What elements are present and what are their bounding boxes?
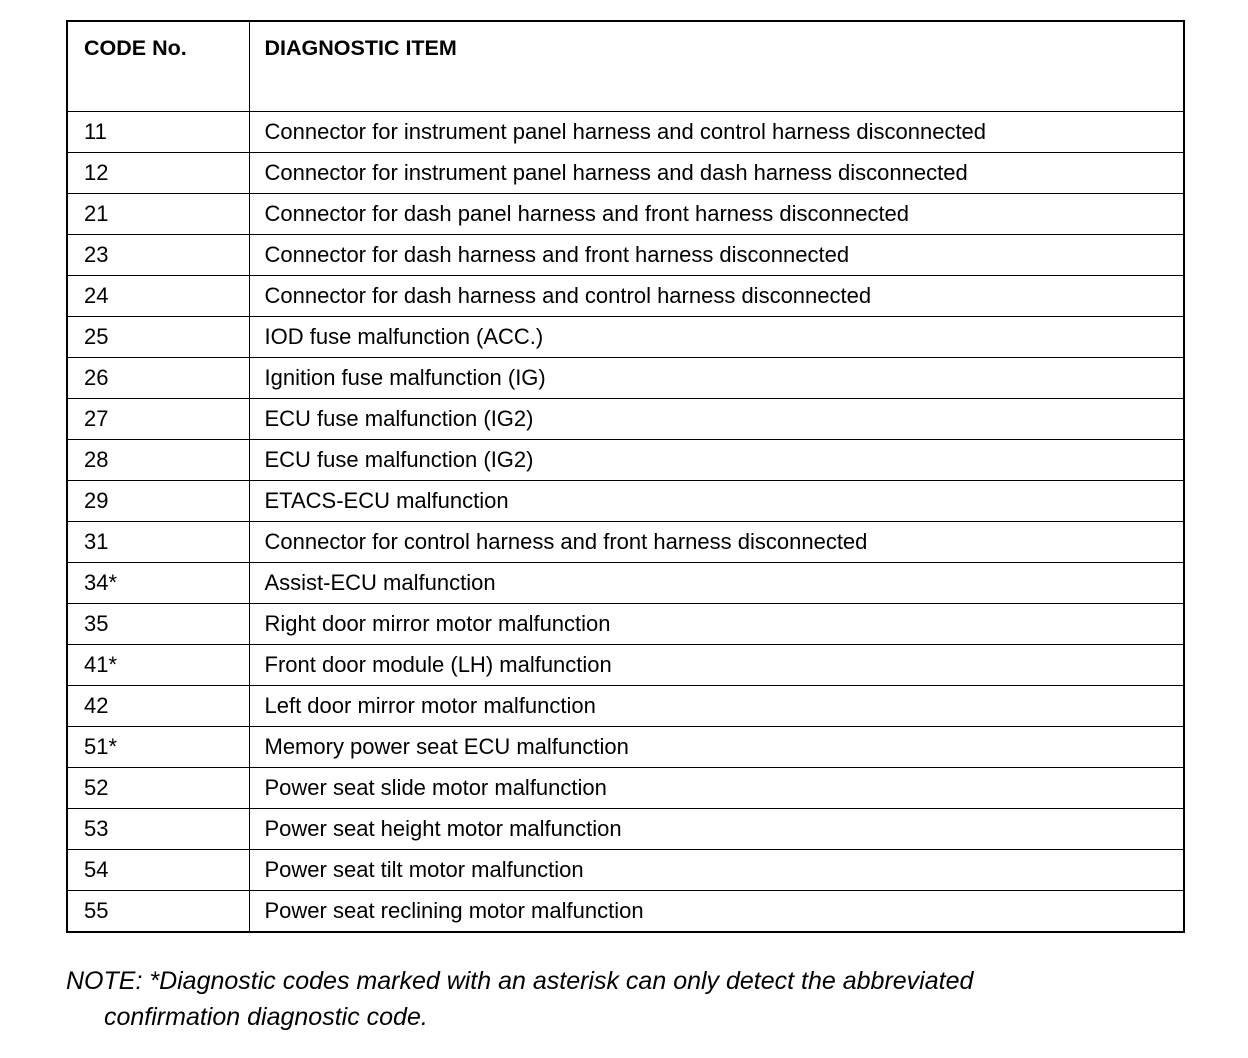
diagnostic-item-cell: Right door mirror motor malfunction: [249, 604, 1184, 645]
table-row: [67, 563, 1184, 604]
diagnostic-item-cell: Ignition fuse malfunction (IG): [249, 358, 1184, 399]
diagnostic-item-cell: Connector for instrument panel harness and control harness disconnected: [249, 112, 1184, 153]
diagnostic-item-cell: Connector for dash panel harness and front harness disconnected: [249, 194, 1184, 235]
code-number-cell: 53: [67, 809, 249, 850]
footnote-line-2: confirmation diagnostic code.: [104, 1003, 428, 1031]
code-number-cell: 24: [67, 276, 249, 317]
code-number-cell: 55: [67, 891, 249, 933]
table-row: [67, 194, 1184, 235]
table-row: [67, 440, 1184, 481]
code-number-cell: 42: [67, 686, 249, 727]
code-number-cell: 25: [67, 317, 249, 358]
code-number-cell: 54: [67, 850, 249, 891]
diagnostic-item-cell: Connector for control harness and front harness disconnected: [249, 522, 1184, 563]
table-row: [67, 645, 1184, 686]
diagnostic-item-cell: Power seat height motor malfunction: [249, 809, 1184, 850]
table-row: [67, 727, 1184, 768]
code-number-cell: 26: [67, 358, 249, 399]
code-number-cell: 35: [67, 604, 249, 645]
table-row: [67, 358, 1184, 399]
footnote: [66, 963, 1216, 1035]
code-number-cell: 34*: [67, 563, 249, 604]
code-number-cell: 31: [67, 522, 249, 563]
table-body: [67, 112, 1184, 933]
table-row: [67, 768, 1184, 809]
code-number-cell: 21: [67, 194, 249, 235]
code-number-cell: 29: [67, 481, 249, 522]
code-number-cell: 27: [67, 399, 249, 440]
diagnostic-item-cell: Connector for instrument panel harness and dash harness disconnected: [249, 153, 1184, 194]
table-row: [67, 522, 1184, 563]
table-row: [67, 276, 1184, 317]
header-code-no: CODE No.: [67, 21, 249, 112]
code-number-cell: 52: [67, 768, 249, 809]
table-row: [67, 153, 1184, 194]
table-row: [67, 850, 1184, 891]
diagnostic-item-cell: Left door mirror motor malfunction: [249, 686, 1184, 727]
table-row: [67, 235, 1184, 276]
diagnostic-item-cell: IOD fuse malfunction (ACC.): [249, 317, 1184, 358]
diagnostic-item-cell: Assist-ECU malfunction: [249, 563, 1184, 604]
table-row: [67, 317, 1184, 358]
diagnostic-item-cell: ECU fuse malfunction (IG2): [249, 399, 1184, 440]
table-row: [67, 399, 1184, 440]
table-row: [67, 686, 1184, 727]
diagnostic-code-table: [66, 20, 1185, 933]
header-diagnostic-item: DIAGNOSTIC ITEM: [249, 21, 1184, 112]
code-number-cell: 12: [67, 153, 249, 194]
table-row: [67, 891, 1184, 933]
code-number-cell: 28: [67, 440, 249, 481]
footnote-line-1: NOTE: *Diagnostic codes marked with an asterisk can only detect the abbreviated: [66, 967, 974, 995]
diagnostic-item-cell: ECU fuse malfunction (IG2): [249, 440, 1184, 481]
code-number-cell: 51*: [67, 727, 249, 768]
diagnostic-item-cell: Memory power seat ECU malfunction: [249, 727, 1184, 768]
code-number-cell: 41*: [67, 645, 249, 686]
table-header-row: [67, 21, 1184, 112]
code-number-cell: 23: [67, 235, 249, 276]
diagnostic-item-cell: Front door module (LH) malfunction: [249, 645, 1184, 686]
diagnostic-item-cell: ETACS-ECU malfunction: [249, 481, 1184, 522]
table-row: [67, 604, 1184, 645]
diagnostic-item-cell: Connector for dash harness and control harness disconnected: [249, 276, 1184, 317]
code-number-cell: 11: [67, 112, 249, 153]
table-row: [67, 809, 1184, 850]
diagnostic-item-cell: Power seat slide motor malfunction: [249, 768, 1184, 809]
diagnostic-item-cell: Power seat tilt motor malfunction: [249, 850, 1184, 891]
diagnostic-item-cell: Connector for dash harness and front harness disconnected: [249, 235, 1184, 276]
table-row: [67, 112, 1184, 153]
table-row: [67, 481, 1184, 522]
diagnostic-item-cell: Power seat reclining motor malfunction: [249, 891, 1184, 933]
